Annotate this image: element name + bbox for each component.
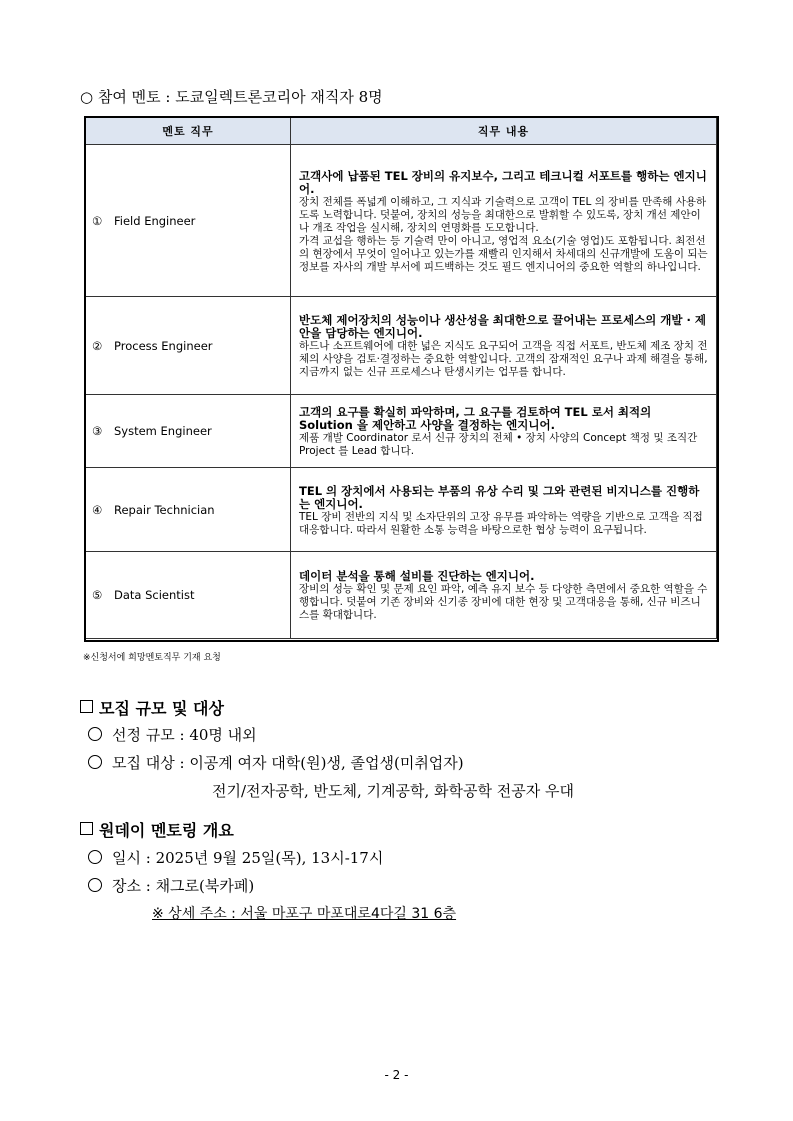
- event-place-text: 장소 : 채그로(북카페): [112, 877, 255, 895]
- role-cell: [86, 552, 291, 639]
- bullet-circle: ○: [80, 88, 94, 106]
- square-bullet-icon: [80, 700, 93, 713]
- role-cell: [86, 468, 291, 552]
- role-details: 제품 개발 Coordinator 로서 신규 장치의 전체 • 장치 사양의 Concept 책정 및 조직간 Project 를 Lead 합니다.: [299, 432, 698, 457]
- role-details: 장치 전체를 폭넓게 이해하고, 그 지식과 기술력으로 고객이 TEL 의 장비를 만족해 사용하도록 노력합니다. 덧붙여, 장치의 성능을 최대한으로 발휘할 수 있도록, 장치 개선 제안이나 개조 작업을 실시해, 장치의 연명화를 도모합니다. 가격 교섭을 행하는 등 기술력 만이 아니고, 영업적 요소(기술 영업)도 포함됩니다. 최전선의 현장에서 무엇이 일어나고 있는가를 재빨리 인지해서 차세대의 신규개발에 도움이 되는 정보를 자사의 개발 부서에 피드백하는 것도 필드 엔지니어의 중요한 역할의 하나입니다.: [299, 195, 708, 273]
- table-row: [86, 297, 717, 395]
- table-footnote: ※신청서에 희망멘토직무 기재 요청: [83, 653, 221, 663]
- role-cell: [86, 145, 291, 297]
- table-row: [86, 468, 717, 552]
- description-cell: [291, 468, 717, 552]
- section-heading-recruit: [80, 696, 224, 719]
- role-name: Data Scientist: [114, 588, 195, 602]
- circle-bullet-icon: [88, 727, 102, 741]
- event-address: ※ 상세 주소 : 서울 마포구 마포대로4다길 31 6층: [152, 906, 457, 922]
- role-cell: [86, 395, 291, 468]
- row-number: ③: [92, 424, 103, 438]
- table-row: [86, 145, 717, 297]
- mentor-line-text: 참여 멘토 : 도쿄일렉트론코리아 재직자 8명: [97, 88, 383, 106]
- header-role: 멘토 직무: [86, 118, 291, 145]
- event-place: [88, 875, 254, 896]
- role-details: 장비의 성능 확인 및 문제 요인 파악, 예측 유지 보수 등 다양한 측면에서 중요한 역할을 수행합니다. 덧붙여 기존 장비와 신기종 장비에 대한 현장 및 고객대응을 통해, 신규 비즈니스를 확대합니다.: [299, 583, 708, 621]
- table-header-row: [86, 118, 717, 145]
- square-bullet-icon: [80, 822, 93, 835]
- recruit-scale: [88, 724, 257, 745]
- role-name: Field Engineer: [114, 213, 196, 228]
- table-row: [86, 552, 717, 639]
- role-summary: 고객사에 납품된 TEL 장비의 유지보수, 그리고 테크니컬 서포트를 행하는 엔지니어.: [299, 168, 707, 196]
- role-name: Repair Technician: [114, 502, 215, 517]
- mentor-table: [85, 117, 717, 639]
- circle-bullet-icon: [88, 878, 102, 892]
- role-cell: [86, 297, 291, 395]
- role-name: System Engineer: [114, 424, 212, 438]
- circle-bullet-icon: [88, 755, 102, 769]
- description-cell: [291, 395, 717, 468]
- event-date-text: 일시 : 2025년 9월 25일(목), 13시-17시: [112, 849, 384, 867]
- section-heading-oneday: [80, 818, 234, 841]
- recruit-majors: 전기/전자공학, 반도체, 기계공학, 화학공학 전공자 우대: [212, 782, 574, 800]
- role-details: 하드나 소프트웨어에 대한 넓은 지식도 요구되어 고객을 직접 서포트, 반도체 제조 장치 전체의 사양을 검토·결정하는 중요한 역할입니다. 고객의 잠재적인 요구나 과제 해결을 통해, 지금까지 없는 신규 프로세스나 탄생시키는 업무를 합니다.: [299, 340, 708, 378]
- recruit-scale-text: 선정 규모 : 40명 내외: [112, 726, 257, 744]
- role-summary: 고객의 요구를 확실히 파악하며, 그 요구를 검토하여 TEL 로서 최적의 Solution 을 제안하고 사양을 결정하는 엔지니어.: [299, 405, 652, 432]
- role-summary: 데이터 분석을 통해 설비를 진단하는 엔지니어.: [299, 569, 535, 583]
- table-row: [86, 395, 717, 468]
- recruit-target: [88, 752, 464, 773]
- page-number: - 2 -: [384, 1068, 409, 1082]
- row-number: ①: [92, 213, 103, 228]
- event-date: [88, 847, 383, 868]
- role-name: Process Engineer: [114, 338, 213, 353]
- description-cell: [291, 145, 717, 297]
- description-cell: [291, 552, 717, 639]
- recruit-target-text: 모집 대상 : 이공계 여자 대학(원)생, 졸업생(미취업자): [112, 754, 464, 772]
- role-summary: 반도체 제어장치의 성능이나 생산성을 최대한으로 끌어내는 프로세스의 개발 · 제안을 담당하는 엔지니어.: [299, 313, 706, 340]
- mentor-line: [80, 86, 383, 107]
- header-content: 직무 내용: [291, 118, 717, 145]
- role-details: TEL 장비 전반의 지식 및 소자단위의 고장 유무를 파악하는 역량을 기반으로 고객을 직접 대응합니다. 따라서 원활한 소통 능력을 바탕으로한 협상 능력이 요구됩니다.: [299, 510, 703, 536]
- row-number: ⑤: [92, 588, 103, 602]
- row-number: ②: [92, 338, 103, 353]
- section-title: 원데이 멘토링 개요: [99, 821, 234, 840]
- description-cell: [291, 297, 717, 395]
- circle-bullet-icon: [88, 850, 102, 864]
- role-summary: TEL 의 장치에서 사용되는 부품의 유상 수리 및 그와 관련된 비지니스를 진행하는 엔지니어.: [299, 483, 700, 511]
- section-title: 모집 규모 및 대상: [99, 699, 224, 718]
- row-number: ④: [92, 502, 103, 517]
